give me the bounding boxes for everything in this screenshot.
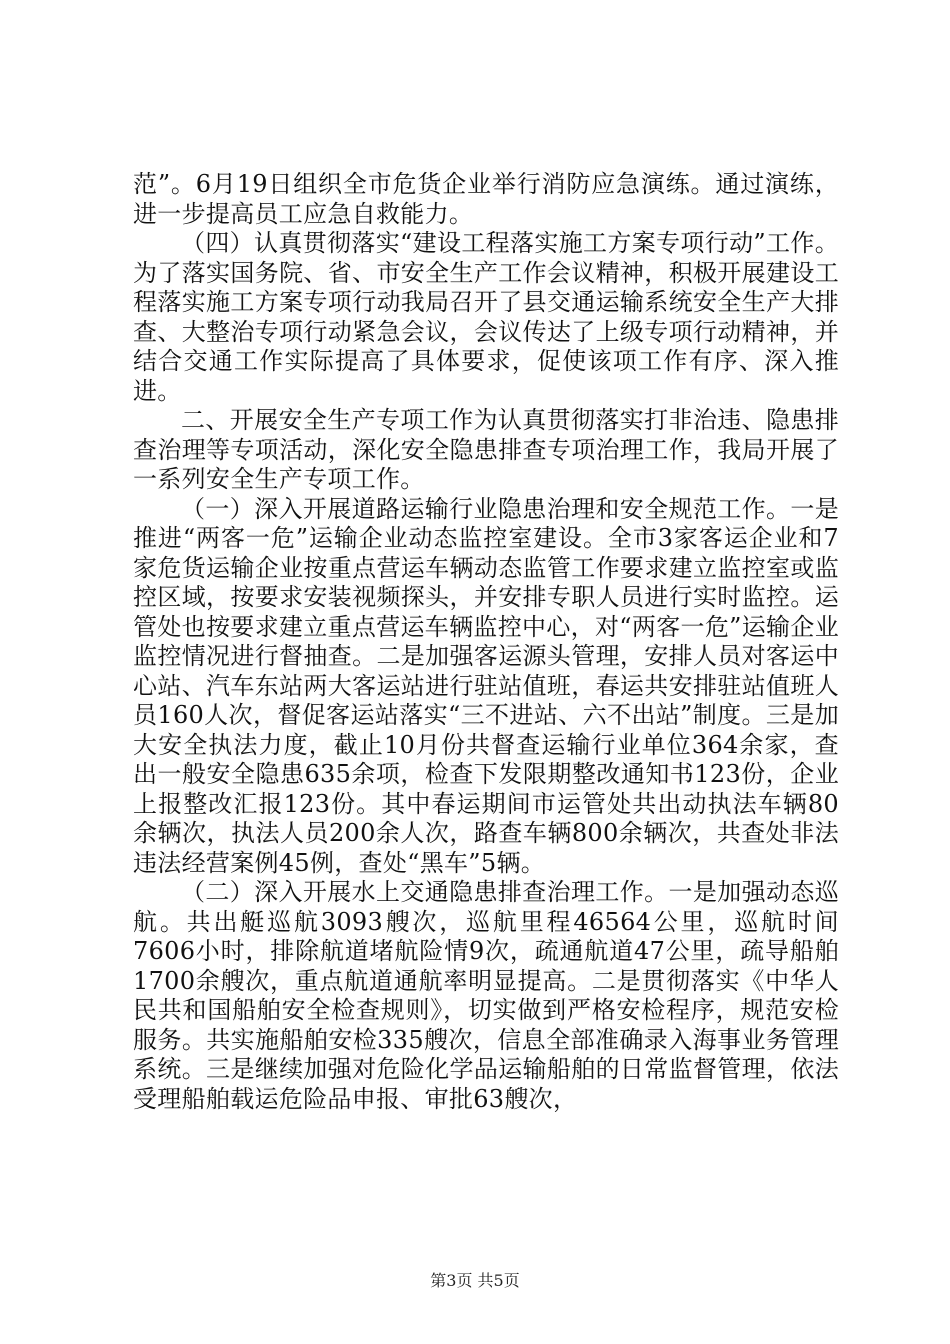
paragraph: （四）认真贯彻落实“建设工程落实施工方案专项行动”工作。为了落实国务院、省、市安全生产工作会议精神，积极开展建设工程落实施工方案专项行动我局召开了县交通运输系统安全生产大排查、大整治专项行动紧急会议，会议传达了上级专项行动精神，并结合交通工作实际提高了具体要求，促使该项工作有序、深入推进。 bbox=[133, 229, 839, 405]
paragraph: 范”。6月19日组织全市危货企业举行消防应急演练。通过演练，进一步提高员工应急自救能力。 bbox=[133, 170, 839, 228]
paragraph: （一）深入开展道路运输行业隐患治理和安全规范工作。一是推进“两客一危”运输企业动态监控室建设。全市3家客运企业和7家危货运输企业按重点营运车辆动态监管工作要求建立监控室或监控区域，按要求安装视频探头，并安排专职人员进行实时监控。运管处也按要求建立重点营运车辆监控中心，对“两客一危”运输企业监控情况进行督抽查。二是加强客运源头管理，安排人员对客运中心站、汽车东站两大客运站进行驻站值班，春运共安排驻站值班人员160人次，督促客运站落实“三不进站、六不出站”制度。三是加大安全执法力度，截止10月份共督查运输行业单位364余家，查出一般安全隐患635余项，检查下发限期整改通知书123份，企业上报整改汇报123份。其中春运期间市运管处共出动执法车辆80余辆次，执法人员200余人次，路查车辆800余辆次，共查处非法违法经营案例45例，查处“黑车”5辆。 bbox=[133, 494, 839, 877]
paragraph: （二）深入开展水上交通隐患排查治理工作。一是加强动态巡航。共出艇巡航3093艘次，巡航里程46564公里，巡航时间7606小时，排除航道堵航险情9次，疏通航道47公里，疏导船舶1700余艘次，重点航道通航率明显提高。二是贯彻落实《中华人民共和国船舶安全检查规则》，切实做到严格安检程序，规范安检服务。共实施船舶安检335艘次，信息全部准确录入海事业务管理系统。三是继续加强对危险化学品运输船舶的日常监督管理，依法受理船舶载运危险品申报、审批63艘次， bbox=[133, 878, 839, 1113]
document-body bbox=[133, 170, 839, 1114]
page-number-footer: 第3页 共5页 bbox=[430, 1271, 520, 1290]
paragraph: 二、开展安全生产专项工作为认真贯彻落实打非治违、隐患排查治理等专项活动，深化安全隐患排查专项治理工作，我局开展了一系列安全生产专项工作。 bbox=[133, 406, 839, 493]
